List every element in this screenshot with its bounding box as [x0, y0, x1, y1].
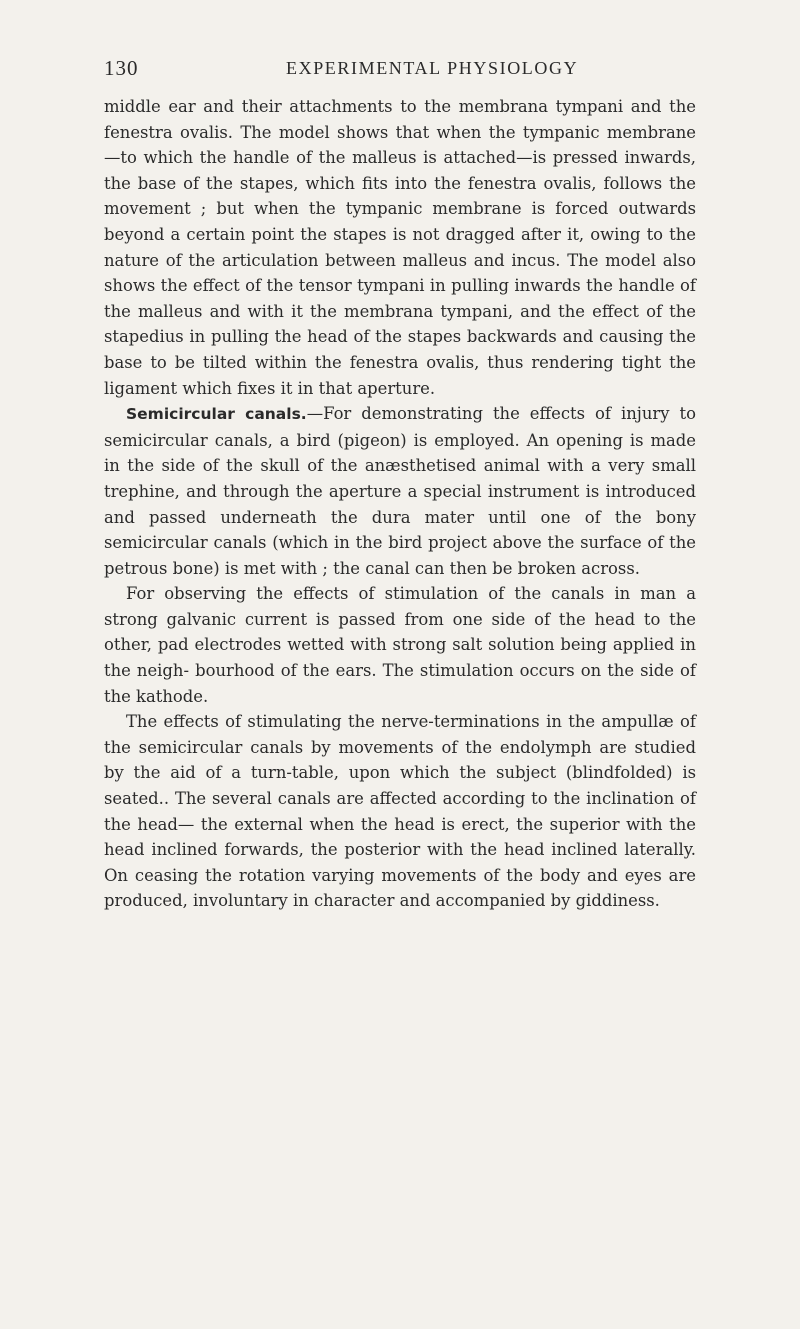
paragraph-2-text: —For demonstrating the effects of injury to semicircular canals, a bird (pigeon) is employed. An opening is made in the side of the skull of the anæsthetised animal with a very small trephine, and through the aperture a special instrument is introduced and passed underneath the dura mater until one of the bony semicircular canals (which in the bird project above the surface of the petrous bone) is met with ; the canal can then be broken across. [104, 404, 696, 578]
body-text [104, 94, 696, 914]
section-heading-semicircular-canals: Semicircular canals. [126, 405, 307, 424]
paragraph-4: The effects of stimulating the nerve-terminations in the ampullæ of the semicircular canals by movements of the endolymph are studied by the aid of a turn-table, upon which the subject (blindfolded) is seated.. The several canals are affected according to the inclination of the head— the external when the head is erect, the superior with the head inclined forwards, the posterior with the head inclined laterally. On ceasing the rotation varying movements of the body and eyes are produced, involuntary in character and accompanied by giddiness. [104, 712, 696, 911]
paragraph-2 [104, 401, 696, 581]
page-number: 130 [104, 56, 139, 80]
running-title: EXPERIMENTAL PHYSIOLOGY [286, 58, 579, 78]
paragraph-3: For observing the effects of stimulation of the canals in man a strong galvanic current is passed from one side of the head to the other, pad electrodes wetted with strong salt solution being applied in the neigh- bourhood of the ears. The stimulation occurs on the side of the kathode. [104, 584, 696, 706]
running-head [104, 56, 704, 86]
paragraph-1: middle ear and their attachments to the membrana tympani and the fenestra ovalis. The model shows that when the tympanic membrane —to which the handle of the malleus is attached—is pressed inwards, the base of the stapes, which fits into the fenestra ovalis, follows the movement ; but when the tympanic membrane is forced outwards beyond a certain point the stapes is not dragged after it, owing to the nature of the articulation between malleus and incus. The model also shows the effect of the tensor tympani in pulling inwards the handle of the malleus and with it the membrana tympani, and the effect of the stapedius in pulling the head of the stapes backwards and causing the base to be tilted within the fenestra ovalis, thus rendering tight the ligament which fixes it in that aperture. [104, 97, 696, 398]
